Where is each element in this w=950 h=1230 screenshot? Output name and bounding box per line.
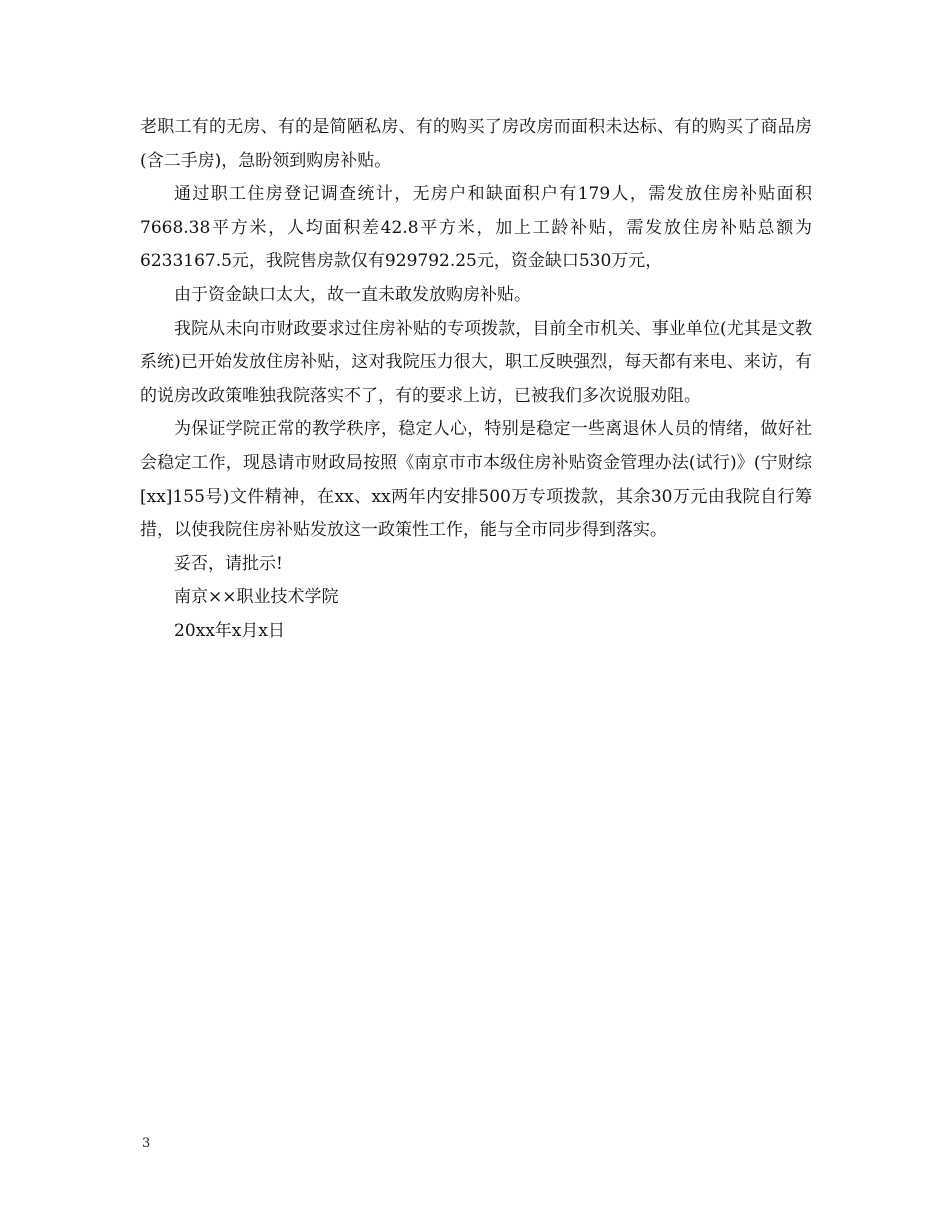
document-body — [140, 111, 812, 649]
paragraph-continuation: 老职工有的无房、有的是简陋私房、有的购买了房改房而面积未达标、有的购买了商品房(含二手房)，急盼领到购房补贴。 — [140, 117, 812, 171]
paragraph-pressure: 我院从未向市财政要求过住房补贴的专项拨款，目前全市机关、事业单位(尤其是文教系统)已开始发放住房补贴，这对我院压力很大，职工反映强烈，每天都有来电、来访，有的说房改政策唯独我院落实不了，有的要求上访，已被我们多次说服劝阻。 — [140, 318, 812, 406]
paragraph-request: 为保证学院正常的教学秩序，稳定人心，特别是稳定一些离退休人员的情绪，做好社会稳定工作，现恳请市财政局按照《南京市市本级住房补贴资金管理办法(试行)》(宁财综[xx]155号)文件精神，在xx、xx两年内安排500万专项拨款，其余30万元由我院自行筹措，以使我院住房补贴发放这一政策性工作，能与全市同步得到落实。 — [140, 419, 812, 541]
closing-request: 妥否，请批示! — [174, 553, 283, 574]
paragraph-survey-statistics: 通过职工住房登记调查统计，无房户和缺面积户有179人，需发放住房补贴面积7668.38平方米，人均面积差42.8平方米，加上工龄补贴，需发放住房补贴总额为6233167.5元，我院售房款仅有929792.25元，资金缺口530万元， — [140, 184, 812, 272]
signature-institution: 南京××职业技术学院 — [174, 587, 339, 608]
paragraph-funding-gap: 由于资金缺口太大，故一直未敢发放购房补贴。 — [174, 284, 531, 305]
signature-date: 20xx年x月x日 — [174, 620, 285, 641]
page-number: 3 — [142, 1136, 151, 1151]
